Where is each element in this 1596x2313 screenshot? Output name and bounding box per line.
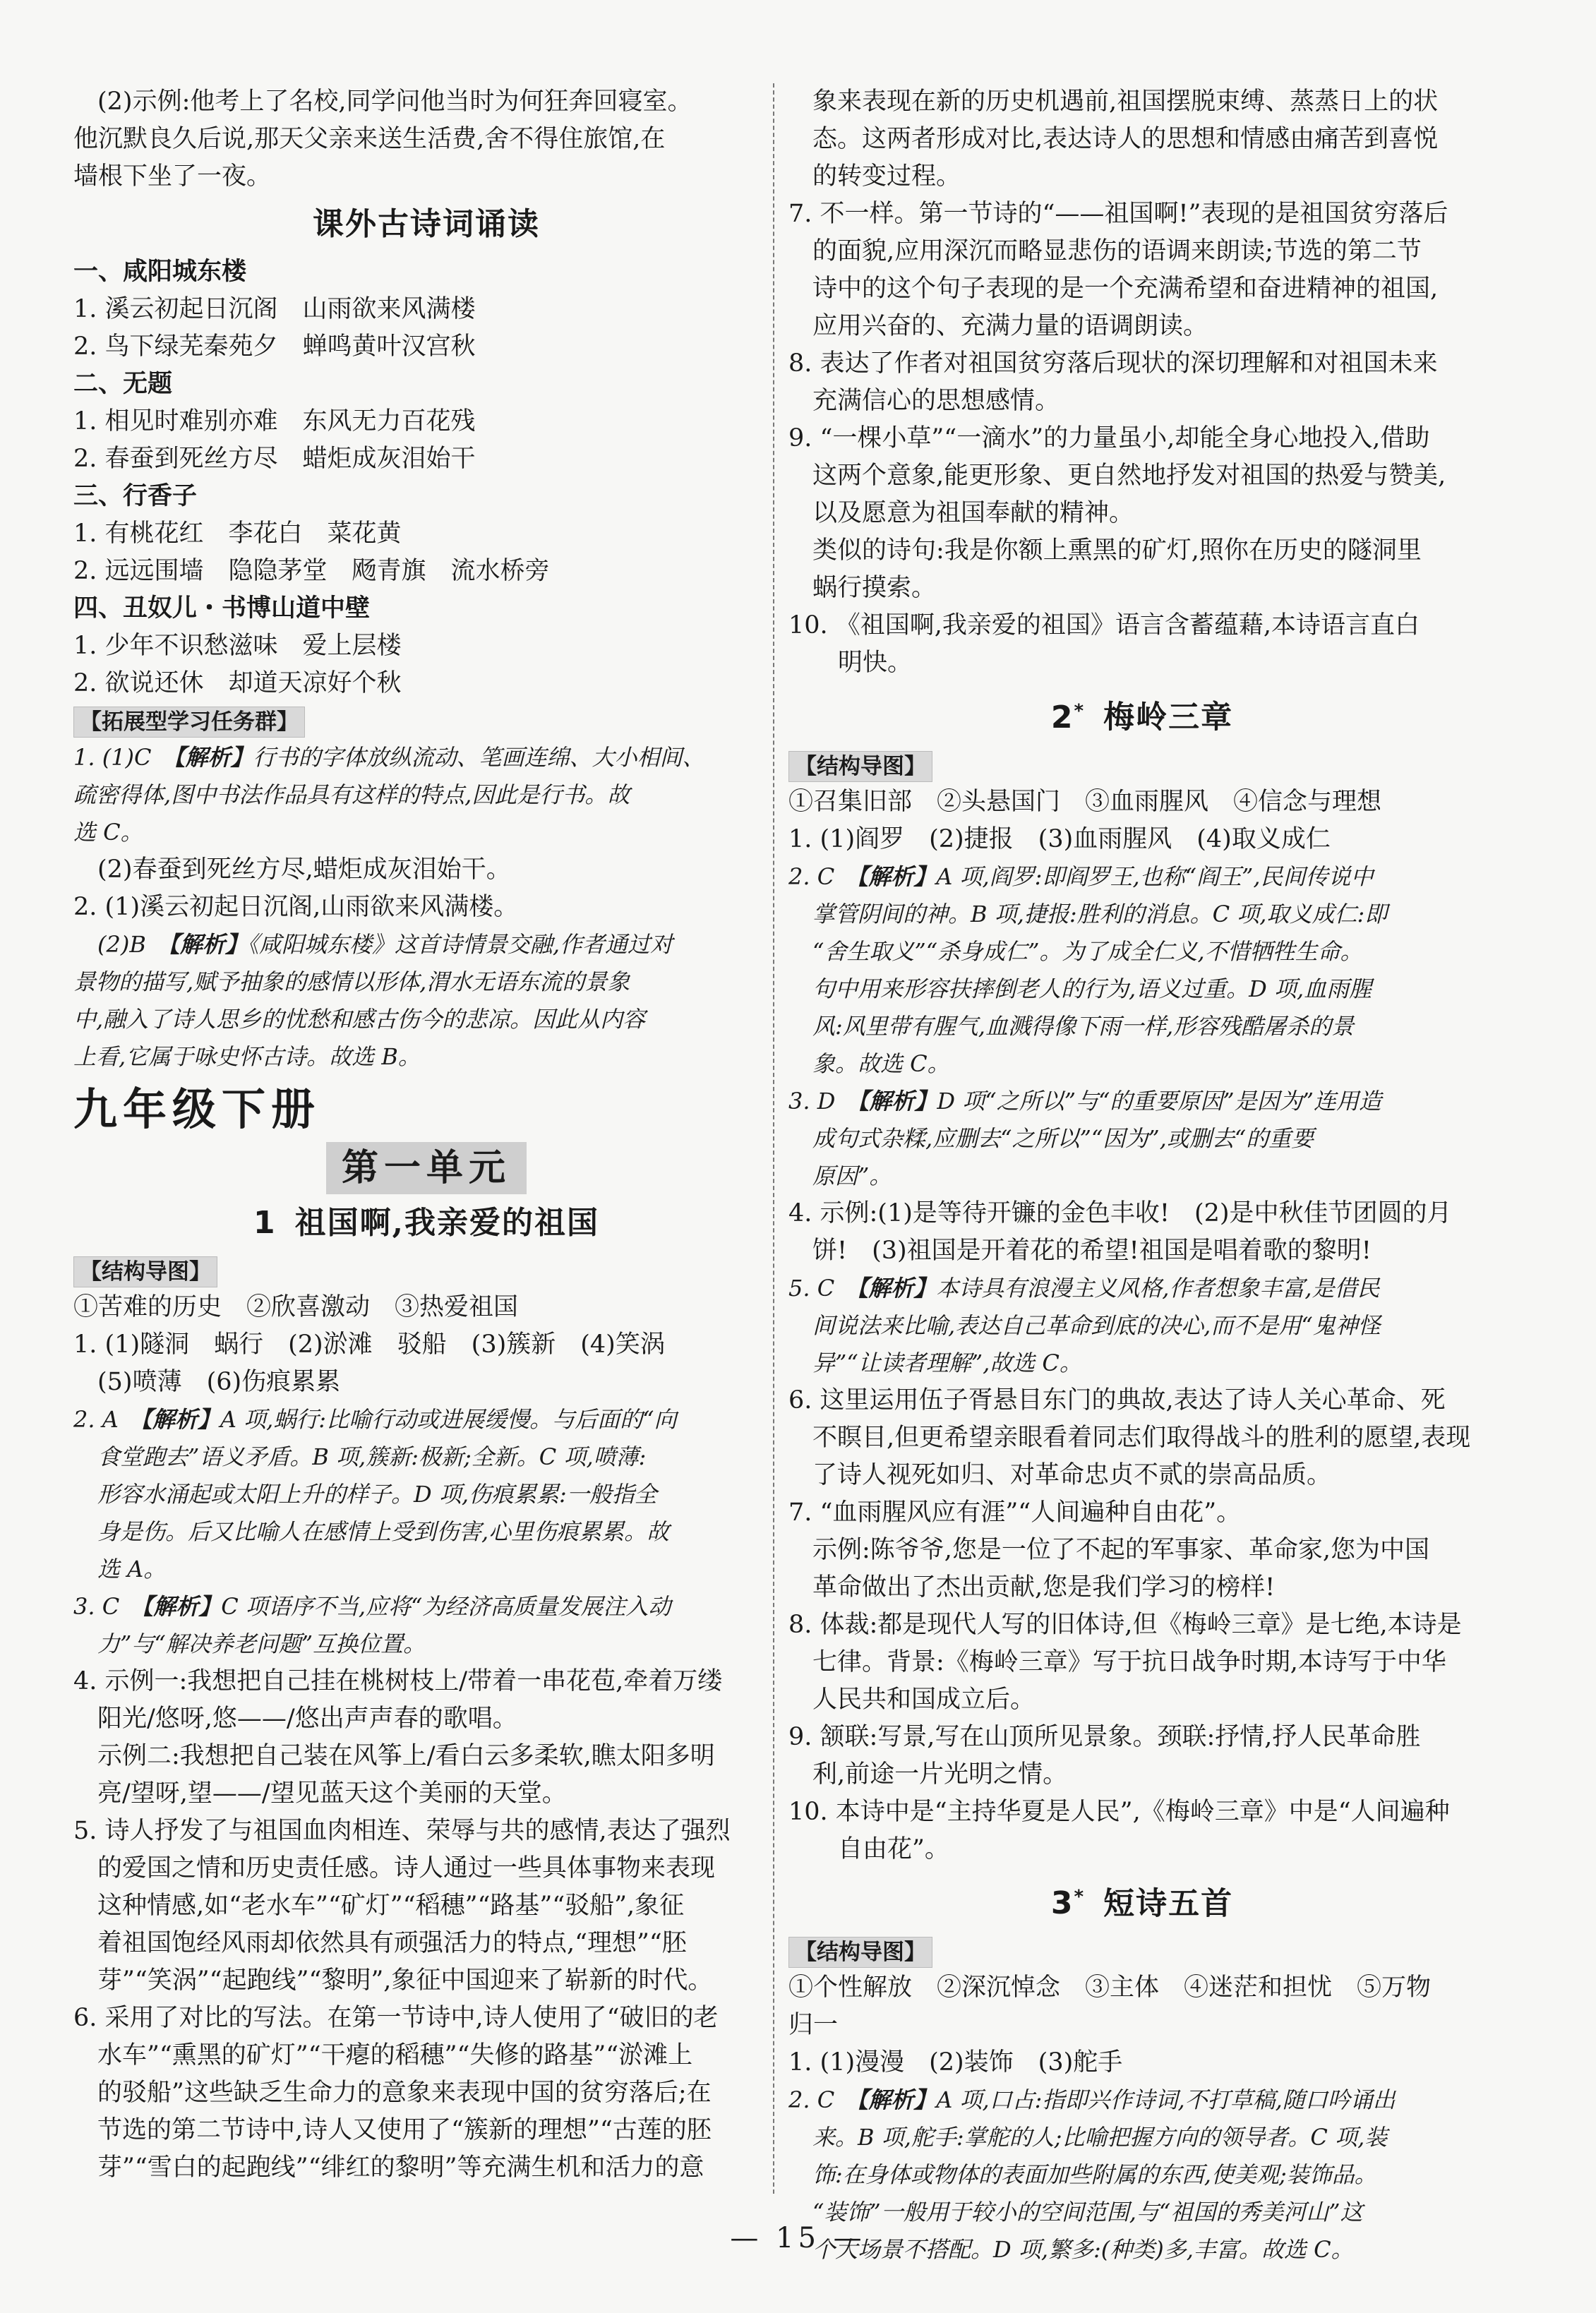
poem-line: 2. 鸟下绿芜秦苑夕 蝉鸣黄叶汉宫秋 [73,332,476,361]
answer-line: 这两个意象,能更形象、更自然地抒发对祖国的热爱与赞美, [812,462,1446,490]
poem-line: 2. 春蚕到死丝方尽 蜡炬成灰泪始干 [73,445,476,473]
answer-line: 革命做出了杰出贡献,您是我们学习的榜样! [812,1573,1276,1602]
answer-line: 5. 诗人抒发了与祖国血肉相连、荣辱与共的感情,表达了强烈 [73,1817,731,1845]
answer-line: “装饰”一般用于较小的空间范围,与“祖国的秀美河山”这 [812,2199,1363,2226]
answer-line: 2. (1)溪云初起日沉阁,山雨欲来风满楼。 [73,893,519,921]
answer-line: 人民共和国成立后。 [812,1685,1036,1714]
answer-line: 9. 颔联:写景,写在山顶所见景象。颈联:抒情,抒人民革命胜 [788,1722,1421,1751]
answer-line: 归一 [788,2011,839,2040]
poem-line: 2. 欲说还休 却道天凉好个秋 [73,669,402,697]
answer-line: 示例二:我想把自己装在风筝上/看白云多柔软,瞧太阳多明 [97,1742,715,1770]
poem-heading: 一、咸阳城东楼 [73,258,247,286]
task-group-tag: 【拓展型学习任务群】 [73,707,305,738]
section-title: 课外古诗词诵读 [313,206,540,242]
answer-line: 力”与“解决养老问题”互换位置。 [97,1630,426,1657]
right-column [788,83,1496,2269]
lesson-number: 1 [253,1205,277,1241]
answer-line: 了诗人视死如归、对革命忠贞不贰的崇高品质。 [812,1460,1332,1489]
unit-title: 第一单元 [326,1142,527,1194]
answer-text: (2)B [97,931,169,958]
answer-text: 2. C [788,2086,858,2114]
lesson-name: 短诗五首 [1103,1885,1234,1922]
poem-line: 2. 远远围墙 隐隐茅堂 飏青旗 流水桥旁 [73,557,550,585]
answer-text: 行书的字体放纵流动、笔画连绵、大小相间、 [253,744,705,771]
answer-line: 芽”“雪白的起跑线”“绯红的黎明”等充满生机和活力的意 [97,2153,704,2182]
answer-line [73,1588,779,1626]
answer-line: 异”“让读者理解”,故选 C。 [812,1349,1082,1376]
jiexi-label: 【解析】 [857,1274,937,1302]
structure-tag: 【结构导图】 [73,1256,217,1287]
answer-line: (2)春蚕到死丝方尽,蜡炬成灰泪始干。 [97,855,511,884]
lesson-title [73,1200,779,1246]
answer-line [788,1270,1496,1307]
answer-line: 亮/望呀,望——/望见蓝天这个美丽的天堂。 [97,1779,567,1808]
answer-text: A 项,口占:指即兴作诗词,不打草稿,随口吟诵出 [936,2086,1396,2114]
answer-line: 成句式杂糅,应删去“之所以”“因为”,或删去“的重要 [812,1124,1314,1152]
answer-line [73,1401,779,1438]
answer-line: 风:风里带有腥气,血溅得像下雨一样,形容残酷屠杀的景 [812,1012,1355,1040]
answer-line: 4. 示例一:我想把自己挂在桃树枝上/带着一串花苞,牵着万缕 [73,1667,723,1695]
text-line: 他沉默良久后说,那天父亲来送生活费,舍不得住旅馆,在 [73,125,666,153]
answer-line [788,2081,1496,2119]
left-column [73,83,779,2187]
answer-line [73,926,779,963]
answer-line: 的转变过程。 [812,162,961,191]
poem-line: 1. 少年不识愁滋味 爱上层楼 [73,632,402,660]
poem-line: 1. 溪云初起日沉阁 山雨欲来风满楼 [73,295,476,323]
poem-heading: 二、无题 [73,370,173,398]
answer-text: 本诗具有浪漫主义风格,作者想象丰富,是借民 [936,1274,1380,1302]
structure-tag: 【结构导图】 [788,1937,932,1968]
answer-text: 1. (1)C [73,744,174,771]
answer-line: 来。B 项,舵手:掌舵的人;比喻把握方向的领导者。C 项,装 [812,2124,1388,2151]
star-mark: * [1074,1886,1086,1908]
answer-text: 3. C [73,1593,143,1620]
answer-line: 着祖国饱经风雨却依然具有顽强活力的特点,“理想”“胚 [97,1929,687,1957]
lesson-number-text: 2 [1050,699,1074,735]
answer-line: 形容水涌起或太阳上升的样子。D 项,伤痕累累:一般指全 [97,1481,657,1508]
answer-line: 象。故选 C。 [812,1050,950,1077]
answer-line: 10. 《祖国啊,我亲爱的祖国》语言含蓄蕴藉,本诗语言直白 [788,611,1420,639]
answer-line: 诗中的这个句子表现的是一个充满希望和奋进精神的祖国, [812,275,1439,303]
answer-line: 6. 采用了对比的写法。在第一节诗中,诗人使用了“破旧的老 [73,2004,719,2032]
answer-line: “舍生取义”“杀身成仁”。为了成全仁义,不惜牺牲生命。 [812,937,1363,965]
answer-line: 象来表现在新的历史机遇前,祖国摆脱束缚、蒸蒸日上的状 [812,88,1439,116]
answer-line: 上看,它属于咏史怀古诗。故选 B。 [73,1043,421,1070]
lesson-number [1051,1885,1085,1921]
text-line: (2)示例:他考上了名校,同学问他当时为何狂奔回寝室。 [97,88,692,116]
answer-line: 1. (1)漫漫 (2)装饰 (3)舵手 [788,2048,1123,2077]
text-line: 墙根下坐了一夜。 [73,162,272,191]
answer-line: 7. “血雨腥风应有涯”“人间遍种自由花”。 [788,1498,1242,1527]
answer-line: 8. 表达了作者对祖国贫穷落后现状的深切理解和对祖国未来 [788,349,1438,378]
answer-text: A 项,蜗行:比喻行动或进展缓慢。与后面的“向 [220,1406,677,1433]
jiexi-label: 【解析】 [140,1406,220,1433]
answer-text: 3. D [788,1087,858,1115]
lesson-title [788,687,1496,741]
answer-text: 2. A [73,1406,141,1433]
answer-line: 芽”“笑涡”“起跑线”“黎明”,象征中国迎来了崭新的时代。 [97,1966,713,1995]
answer-line: 饰:在身体或物体的表面加些附属的东西,使美观;装饰品。 [812,2161,1377,2189]
poem-heading: 四、丑奴儿・书博山道中壁 [73,594,371,623]
answer-line: 以及愿意为祖国奉献的精神。 [812,499,1134,527]
unit-banner [73,1142,779,1194]
answer-text: 5. C [788,1274,858,1302]
answer-line: ①召集旧部 ②头悬国门 ③血雨腥风 ④信念与理想 [788,787,1382,816]
answer-line: 利,前途一片光明之情。 [812,1760,1068,1789]
poem-line: 1. 相见时难别亦难 东风无力百花残 [73,407,476,435]
answer-line: 1. (1)隧洞 蜗行 (2)淤滩 驳船 (3)簇新 (4)笑涡 [73,1330,665,1359]
answer-line: 4. 示例:(1)是等待开镰的金色丰收! (2)是中秋佳节团圆的月 [788,1198,1452,1227]
answer-line: 7. 不一样。第一节诗的“——祖国啊!”表现的是祖国贫穷落后 [788,200,1448,228]
answer-line: 明快。 [838,649,913,677]
star-mark: * [1074,700,1086,721]
structure-tag: 【结构导图】 [788,751,932,782]
answer-text: C 项语序不当,应将“为经济高质量发展注入动 [221,1593,671,1620]
jiexi-label: 【解析】 [142,1593,222,1620]
answer-line: 的面貌,应用深沉而略显悲伤的语调来朗读;节选的第二节 [812,237,1422,265]
answer-line: 类似的诗句:我是你额上熏黑的矿灯,照你在历史的隧洞里 [812,536,1422,565]
answer-line: 中,融入了诗人思乡的忧愁和感古伤今的悲凉。因此从内容 [73,1006,646,1033]
lesson-name: 祖国啊,我亲爱的祖国 [294,1205,599,1241]
answer-line: 蜗行摸索。 [812,574,937,602]
answer-line: 水车”“熏黑的矿灯”“干瘪的稻穗”“失修的路基”“淤滩上 [97,2041,693,2069]
answer-line [73,739,779,776]
jiexi-label: 【解析】 [857,863,937,890]
answer-line: 1. (1)阎罗 (2)捷报 (3)血雨腥风 (4)取义成仁 [788,824,1331,853]
answer-line: 态。这两者形成对比,表达诗人的思想和情感由痛苦到喜悦 [812,125,1439,153]
answer-line: 应用兴奋的、充满力量的语调朗读。 [812,312,1208,340]
answer-line: 充满信心的思想感情。 [812,387,1060,415]
answer-line: 这种情感,如“老水车”“矿灯”“稻穗”“路基”“驳船”,象征 [97,1892,685,1920]
jiexi-label: 【解析】 [174,744,253,771]
lesson-number [1051,699,1085,735]
answer-line: 阳光/悠呀,悠——/悠出声声春的歌唱。 [97,1705,517,1733]
poem-line: 1. 有桃花红 李花白 菜花黄 [73,519,402,548]
answer-text: 《咸阳城东楼》这首诗情景交融,作者通过对 [247,931,673,958]
answer-line [788,1083,1496,1120]
answer-line: 间说法来比喻,表达自己革命到底的决心,而不是用“鬼神怪 [812,1311,1381,1339]
answer-text: 2. C [788,863,858,890]
answer-line: 个大场景不搭配。D 项,繁多:(种类)多,丰富。故选 C。 [812,2236,1354,2264]
answer-line: 选 A。 [97,1556,167,1582]
answer-line: (5)喷薄 (6)伤痕累累 [97,1368,341,1396]
answer-line: 的驳船”这些缺乏生命力的意象来表现中国的贫穷落后;在 [97,2079,712,2107]
lesson-number-text: 3 [1050,1885,1074,1922]
answer-line: ①个性解放 ②深沉悼念 ③主体 ④迷茫和担忧 ⑤万物 [788,1973,1432,2002]
answer-line: 的爱国之情和历史责任感。诗人通过一些具体事物来表现 [97,1854,716,1882]
lesson-title [788,1874,1496,1928]
jiexi-label: 【解析】 [858,1087,937,1115]
answer-line: 景物的描写,赋予抽象的感情以形体,渭水无语东流的景象 [73,968,630,995]
lesson-name: 梅岭三章 [1103,699,1234,735]
answer-line: 不瞑目,但更希望亲眼看着同志们取得战斗的胜利的愿望,表现 [812,1423,1471,1452]
answer-line: 8. 体裁:都是现代人写的旧体诗,但《梅岭三章》是七绝,本诗是 [788,1610,1462,1639]
answer-line: 示例:陈爷爷,您是一位了不起的军事家、革命家,您为中国 [812,1535,1430,1564]
jiexi-label: 【解析】 [857,2086,937,2114]
page-number: — 15 — [730,2222,866,2254]
answer-line: 疏密得体,图中书法作品具有这样的特点,因此是行书。故 [73,781,630,808]
answer-line: 七律。背景:《梅岭三章》写于抗日战争时期,本诗写于中华 [812,1647,1446,1676]
answer-line: 句中用来形容扶摔倒老人的行为,语义过重。D 项,血雨腥 [812,975,1372,1002]
answer-line: ①苦难的历史 ②欣喜激动 ③热爱祖国 [73,1293,519,1321]
answer-line: 身是伤。后又比喻人在感情上受到伤害,心里伤痕累累。故 [97,1518,670,1545]
answer-line [788,858,1496,896]
answer-line: 10. 本诗中是“主持华夏是人民”,《梅岭三章》中是“人间遍种 [788,1797,1450,1826]
answer-line: 食堂跑去”语义矛盾。B 项,簇新:极新;全新。C 项,喷薄: [97,1443,647,1470]
jiexi-label: 【解析】 [168,931,248,958]
answer-text: A 项,阎罗:即阎罗王,也称“阎王”,民间传说中 [936,863,1374,890]
answer-line: 饼! (3)祖国是开着花的希望!祖国是唱着歌的黎明! [812,1236,1372,1265]
answer-line: 9. “一棵小草”“一滴水”的力量虽小,却能全身心地投入,借助 [788,424,1430,452]
answer-line: 掌管阴间的神。B 项,捷报:胜利的消息。C 项,取义成仁:即 [812,900,1388,927]
answer-line: 6. 这里运用伍子胥悬目东门的典故,表达了诗人关心革命、死 [788,1386,1446,1414]
answer-line: 选 C。 [73,819,143,846]
poem-heading: 三、行香子 [73,482,198,510]
answer-line: 自由花”。 [838,1834,949,1863]
answer-text: D 项“之所以”与“的重要原因”是因为”连用造 [937,1087,1382,1115]
answer-line: 节选的第二节诗中,诗人又使用了“簇新的理想”“古莲的胚 [97,2116,712,2144]
answer-line: 原因”。 [812,1162,892,1189]
grade-title: 九年级下册 [73,1083,321,1135]
